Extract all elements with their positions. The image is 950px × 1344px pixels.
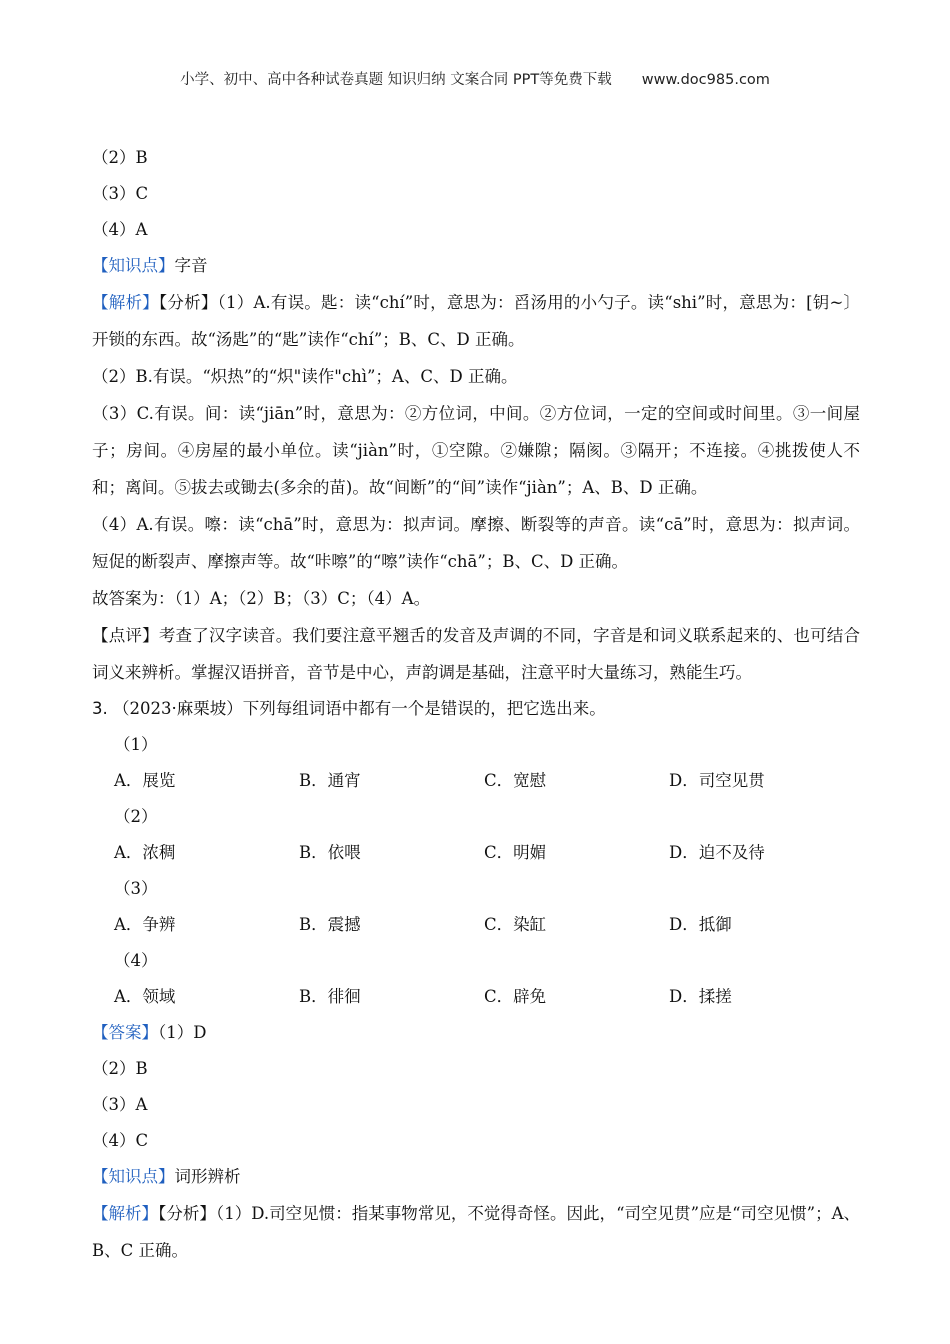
analysis-tag: 【解析】 bbox=[92, 293, 159, 312]
option: C．辟免 bbox=[484, 987, 547, 1006]
q2-analysis-3: （3）C.有误。间：读“jiān”时，意思为：②方位词，中间。②方位词，一定的空间或时间里。③一间屋子；房间。④房屋的最小单位。读“jiàn”时，①空隙。②嫌隙；隔阂。③隔开；不连接。④挑拨使人不和；离间。⑤拔去或锄去(多余的苗)。故“间断”的“间”读作“jiàn”；A、B、D 正确。 bbox=[92, 404, 860, 497]
option: D．司空见贯 bbox=[669, 771, 765, 790]
analysis-tag: 【解析】 bbox=[92, 1204, 159, 1223]
option-row bbox=[92, 835, 860, 871]
question-text: （2023·麻栗坡）下列每组词语中都有一个是错误的，把它选出来。 bbox=[113, 699, 606, 718]
q2-comment bbox=[92, 617, 860, 691]
q2-analysis-2: （2）B.有误。“炽热”的“炽"读作"chì”；A、C、D 正确。 bbox=[92, 367, 518, 386]
answer-tag: 【答案】 bbox=[92, 1023, 158, 1042]
q2-analysis-4: （4）A.有误。嚓：读“chā”时，意思为：拟声词。摩擦、断裂等的声音。读“cā”时，意思为：拟声词。短促的断裂声、摩擦声等。故“咔嚓”的“嚓”读作“chā”；B、C、D 正确。 bbox=[92, 515, 860, 571]
option: A．浓稠 bbox=[114, 843, 176, 862]
group-label: （4） bbox=[114, 951, 158, 970]
header-text: 小学、初中、高中各种试卷真题 知识归纳 文案合同 PPT等免费下载 bbox=[180, 72, 612, 88]
option: B．通宵 bbox=[299, 771, 361, 790]
option-row bbox=[92, 979, 860, 1015]
q3-answer bbox=[92, 1015, 860, 1051]
option: D．抵御 bbox=[669, 915, 732, 934]
option: D．揉搓 bbox=[669, 987, 732, 1006]
option: B．徘徊 bbox=[299, 987, 361, 1006]
comment-tag: 【点评】 bbox=[92, 626, 159, 645]
q3-stem bbox=[92, 691, 860, 727]
option: C．染缸 bbox=[484, 915, 547, 934]
knowledge-text: 字音 bbox=[174, 256, 208, 275]
option: B．震撼 bbox=[299, 915, 361, 934]
q3-answer: （2）B bbox=[92, 1059, 148, 1078]
group-label: （2） bbox=[114, 807, 158, 826]
q3-answer: （3）A bbox=[92, 1095, 148, 1114]
q2-analysis-1 bbox=[92, 284, 860, 358]
option: C．宽慰 bbox=[484, 771, 547, 790]
q3-answer: （4）C bbox=[92, 1131, 149, 1150]
group-label: （1） bbox=[114, 735, 158, 754]
header-site[interactable]: www.doc985.com bbox=[641, 72, 770, 88]
prev-answer-4: （4）A bbox=[92, 220, 148, 239]
option: B．依喂 bbox=[299, 843, 361, 862]
option: C．明媚 bbox=[484, 843, 547, 862]
knowledge-text: 词形辨析 bbox=[174, 1167, 241, 1186]
option: A．领域 bbox=[114, 987, 176, 1006]
knowledge-tag: 【知识点】 bbox=[92, 256, 175, 275]
option-row bbox=[92, 907, 860, 943]
option: A．争辨 bbox=[114, 915, 176, 934]
option: A．展览 bbox=[114, 771, 176, 790]
option: D．迫不及待 bbox=[669, 843, 765, 862]
document-body bbox=[92, 140, 860, 1269]
page-header bbox=[0, 68, 950, 89]
option-row bbox=[92, 763, 860, 799]
analysis-text: 【分析】（1）D.司空见惯：指某事物常见，不觉得奇怪。因此，“司空见贯”应是“司空见惯”；A、B、C 正确。 bbox=[92, 1204, 861, 1260]
prev-answer-3: （3）C bbox=[92, 184, 149, 203]
q2-knowledge bbox=[92, 248, 860, 284]
q3-knowledge bbox=[92, 1159, 860, 1195]
knowledge-tag: 【知识点】 bbox=[92, 1167, 175, 1186]
q2-final-answer: 故答案为：（1）A；（2）B；（3）C；（4）A。 bbox=[92, 589, 431, 608]
analysis-text-1: 【分析】（1）A.有误。匙：读“chí”时，意思为：舀汤用的小勺子。读“shi”时，意思为：[钥~〕开锁的东西。故“汤匙”的“匙”读作“chí”；B、C、D 正确。 bbox=[92, 293, 861, 349]
question-number: 3. bbox=[92, 699, 108, 718]
answer-text: （1）D bbox=[158, 1023, 207, 1042]
comment-text: 考查了汉字读音。我们要注意平翘舌的发音及声调的不同，字音是和词义联系起来的、也可结合词义来辨析。掌握汉语拼音，音节是中心，声韵调是基础，注意平时大量练习，熟能生巧。 bbox=[92, 626, 861, 682]
prev-answer-2: （2）B bbox=[92, 148, 148, 167]
q3-analysis bbox=[92, 1195, 860, 1269]
group-label: （3） bbox=[114, 879, 158, 898]
